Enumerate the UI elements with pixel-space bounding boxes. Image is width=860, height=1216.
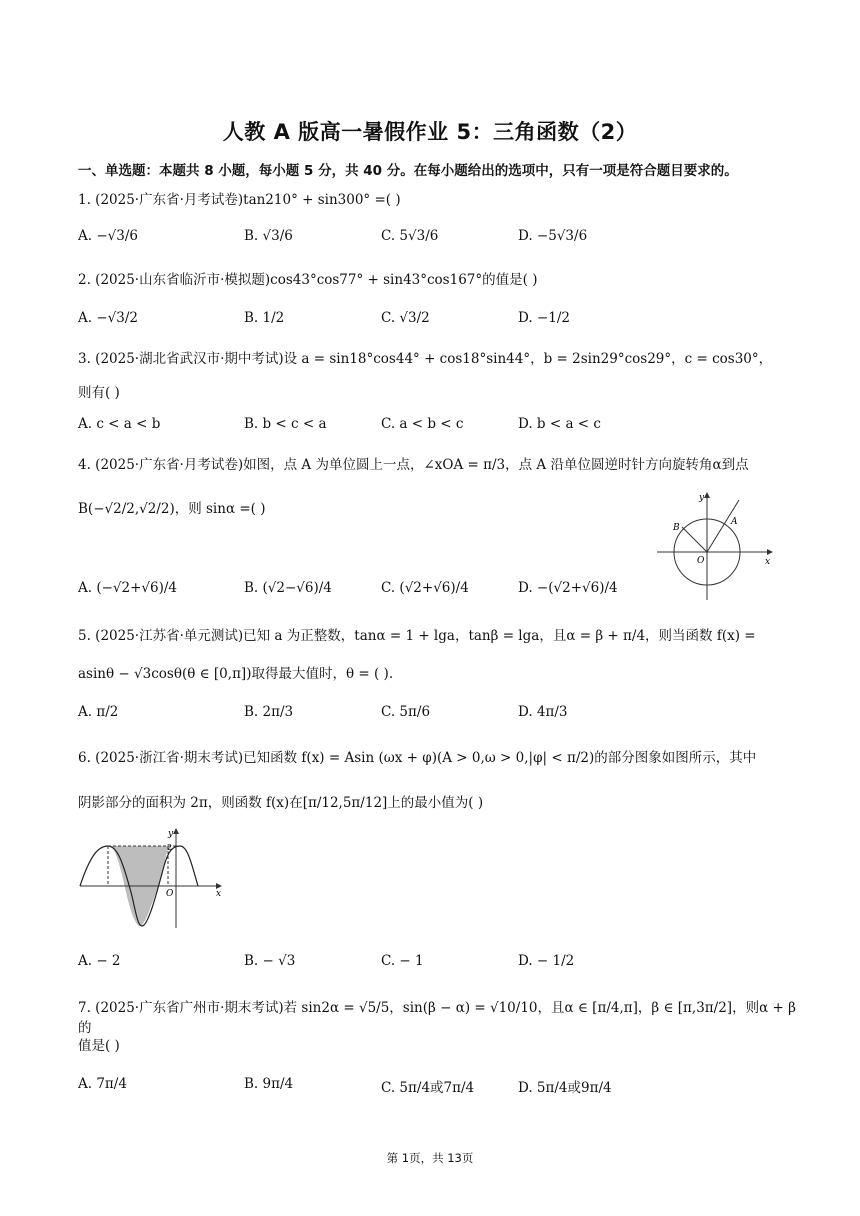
x-axis-arrow [767, 549, 773, 555]
question-5-stem: 5. (2025·江苏省·单元测试)已知 a 为正整数，tanα = 1 + lga，tanβ = lga，且α = β + π/4，则当函数 f(x) = [78, 628, 756, 644]
question-5 [78, 626, 798, 646]
question-7 [78, 998, 798, 1038]
question-2 [78, 270, 798, 290]
question-1-stem: 1. (2025·广东省·月考试卷)tan210° + sin300° =( ) [78, 192, 401, 208]
q4-option-c: C. (√2+√6)/4 [381, 580, 469, 596]
q6-option-d: D. − 1/2 [518, 953, 575, 969]
unit-circle-figure [655, 490, 775, 602]
question-2-stem: 2. (2025·山东省临沂市·模拟题)cos43°cos77° + sin43°cos167°的值是( ) [78, 272, 538, 288]
q2-option-d: D. −1/2 [518, 310, 570, 326]
q3-option-d: D. b < a < c [518, 416, 601, 432]
q4-option-a: A. (−√2+√6)/4 [78, 580, 178, 596]
page-footer: 第 1页，共 13页 [386, 1151, 474, 1165]
q5-option-b: B. 2π/3 [244, 704, 294, 720]
question-7-line2: 值是( ) [78, 1038, 120, 1054]
label-x: x [216, 889, 222, 899]
label-origin: O [697, 556, 705, 566]
page-title: 人教 A 版高一暑假作业 5：三角函数（2） [222, 120, 638, 144]
q6-option-c: C. − 1 [381, 953, 424, 969]
label-point-a: A [731, 517, 738, 527]
question-4-line2: B(−√2/2,√2/2)，则 sinα =( ) [78, 501, 266, 517]
q4-option-b: B. (√2−√6)/4 [244, 580, 332, 596]
q3-option-b: B. b < c < a [244, 416, 327, 432]
question-6-line2: 阴影部分的面积为 2π，则函数 f(x)在[π/12,5π/12]上的最小值为( ) [78, 795, 484, 811]
ray-ob [682, 527, 707, 552]
question-7-stem: 7. (2025·广东省广州市·期末考试)若 sin2α = √5/5，sin(β − α) = √10/10，且α ∈ [π/4,π]，β ∈ [π,3π/2]，则α + β的 [78, 1000, 796, 1036]
q2-option-c: C. √3/2 [381, 310, 430, 326]
section-heading: 一、单选题：本题共 8 小题，每小题 5 分，共 40 分。在每小题给出的选项中，只有一项是符合题目要求的。 [78, 163, 738, 179]
q1-option-a: A. −√3/6 [78, 228, 138, 244]
question-4-stem: 4. (2025·广东省·月考试卷)如图，点 A 为单位圆上一点，∠xOA = π/3，点 A 沿单位圆逆时针方向旋转角α到点 [78, 457, 749, 473]
q5-option-d: D. 4π/3 [518, 704, 568, 720]
q6-option-b: B. − √3 [244, 953, 296, 969]
label-x: x [765, 557, 771, 567]
q6-option-a: A. − 2 [78, 953, 121, 969]
label-point-b: B [673, 523, 680, 533]
question-5-line2: asinθ − √3cosθ(θ ∈ [0,π])取得最大值时，θ = ( ). [78, 666, 394, 682]
label-y: y [699, 493, 705, 503]
question-4 [78, 455, 798, 475]
q1-option-c: C. 5√3/6 [381, 228, 439, 244]
q1-option-d: D. −5√3/6 [518, 228, 588, 244]
q7-option-d: D. 5π/4或9π/4 [518, 1080, 612, 1096]
sine-graph-figure [76, 826, 226, 930]
question-3-line2: 则有( ) [78, 385, 120, 401]
q4-option-d: D. −(√2+√6)/4 [518, 580, 618, 596]
q3-option-a: A. c < a < b [78, 416, 161, 432]
q2-option-a: A. −√3/2 [78, 310, 138, 326]
q7-option-b: B. 9π/4 [244, 1076, 294, 1092]
y-axis-arrow [173, 828, 179, 834]
y-axis-arrow [704, 492, 710, 498]
q3-option-c: C. a < b < c [381, 416, 464, 432]
q5-option-a: A. π/2 [78, 704, 119, 720]
question-3-stem: 3. (2025·湖北省武汉市·期中考试)设 a = sin18°cos44° + cos18°sin44°，b = 2sin29°cos29°，c = cos30°， [78, 351, 773, 367]
question-1 [78, 190, 798, 210]
label-y: y [168, 829, 174, 839]
question-6 [78, 748, 798, 768]
q7-option-a: A. 7π/4 [78, 1076, 127, 1092]
label-origin: O [166, 889, 174, 899]
question-3 [78, 349, 798, 369]
q5-option-c: C. 5π/6 [381, 704, 431, 720]
q2-option-b: B. 1/2 [244, 310, 285, 326]
label-amplitude: 2 [167, 843, 173, 852]
question-6-stem: 6. (2025·浙江省·期末考试)已知函数 f(x) = Asin (ωx + φ)(A > 0,ω > 0,|φ| < π/2)的部分图象如图所示，其中 [78, 750, 757, 766]
q7-option-c: C. 5π/4或7π/4 [381, 1080, 475, 1096]
q1-option-b: B. √3/6 [244, 228, 293, 244]
